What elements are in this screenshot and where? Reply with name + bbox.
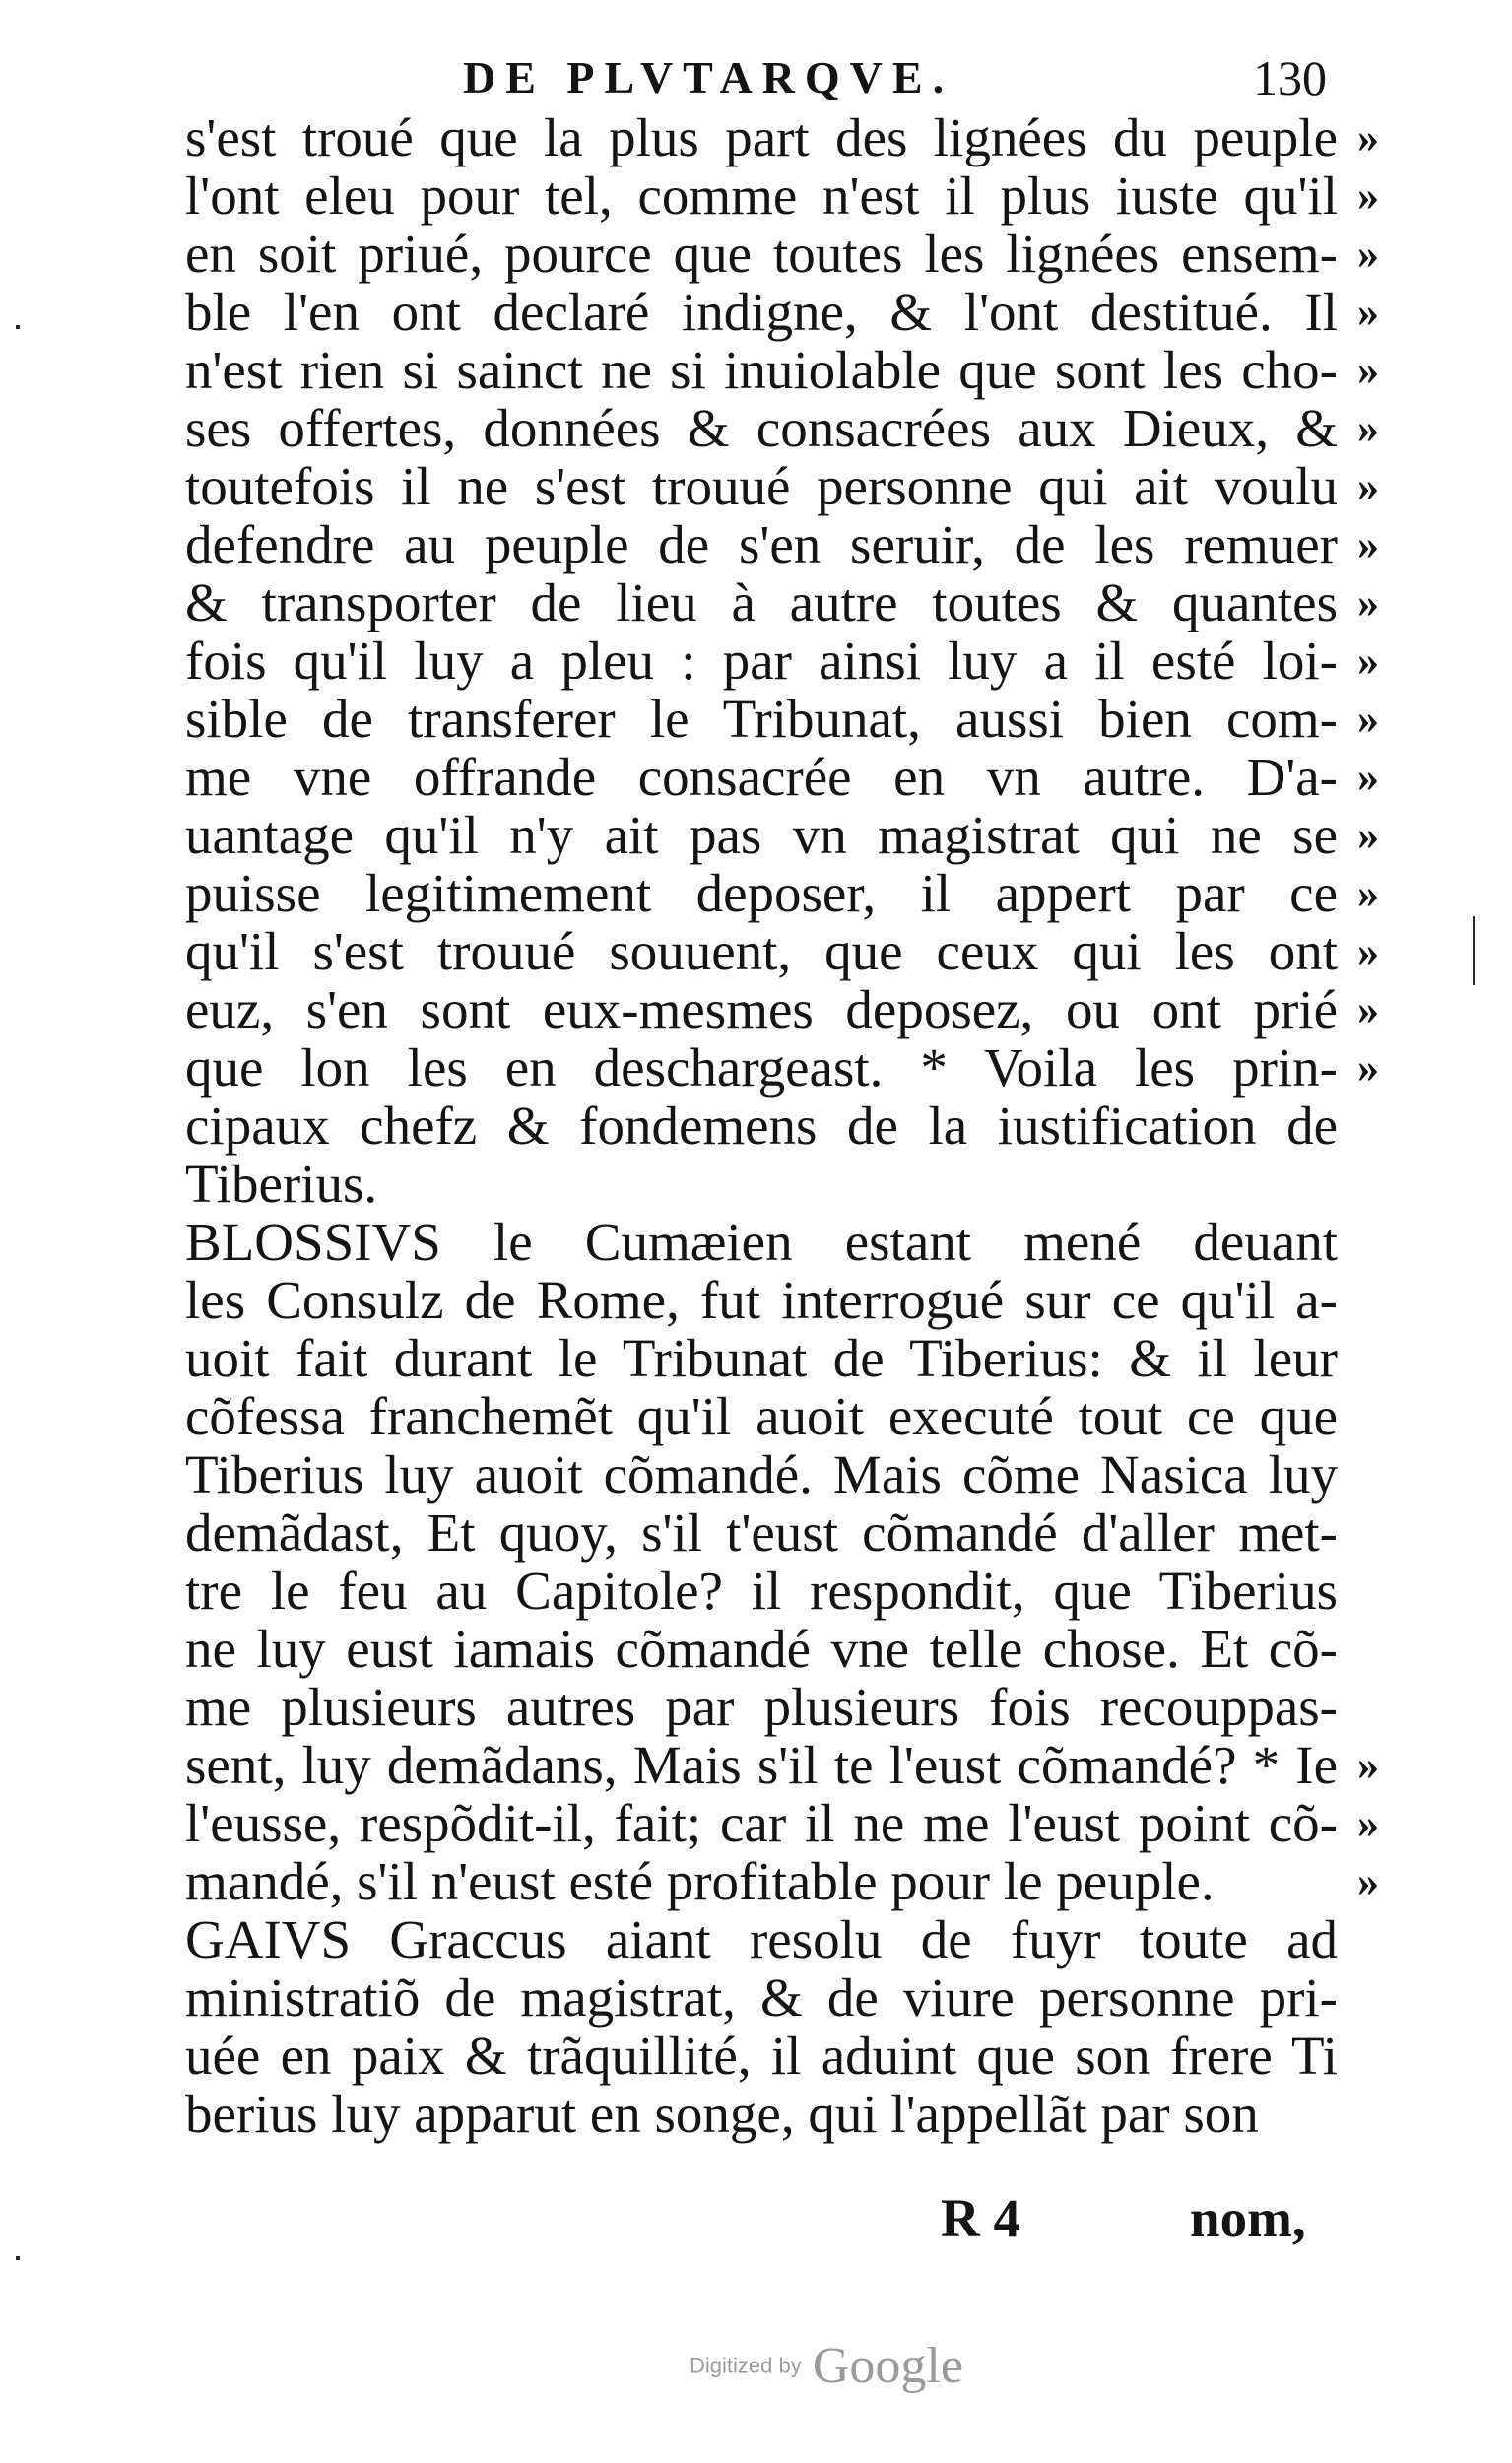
margin-quote-mark	[1357, 1097, 1416, 1155]
margin-quote-mark	[1357, 1503, 1416, 1562]
margin-quote-mark: »	[1357, 869, 1379, 917]
text-line: les Consulz de Rome, fut interrogué sur ce qu'il a-	[185, 1270, 1338, 1330]
margin-quote-mark: »	[1357, 230, 1379, 278]
text-line: cipaux chefz & fondemens de la iustification de	[185, 1096, 1338, 1156]
text-line: l'eusse, respõdit-il, fait; car il ne me l'eust point cõ-	[185, 1793, 1338, 1853]
margin-quote-mark	[1357, 1620, 1416, 1678]
margin-quote-mark: »	[1357, 288, 1379, 336]
text-line: & transporter de lieu à autre toutes & quantes	[185, 572, 1338, 632]
margin-quote-mark	[1357, 1678, 1416, 1736]
text-line: ne luy eust iamais cõmandé vne telle chose. Et cõ-	[185, 1619, 1338, 1679]
text-line: mandé, s'il n'eust esté profitable pour le peuple.	[185, 1851, 1215, 1911]
text-line: ministratiõ de magistrat, & de viure personne pri-	[185, 1967, 1338, 2028]
text-line: n'est rien si sainct ne si inuiolable que sont les cho-	[185, 340, 1338, 400]
text-line: en soit priué, pource que toutes les lignées ensem-	[185, 224, 1338, 284]
text-line: qu'il s'est trouué souuent, que ceux qui les ont	[185, 921, 1338, 981]
margin-quote-mark: »	[1357, 1043, 1379, 1092]
text-line: GAIVS Graccus aiant resolu de fuyr toute ad	[185, 1909, 1338, 1969]
text-line: sent, luy demãdans, Mais s'il te l'eust cõmandé? * Ie	[185, 1735, 1338, 1795]
margin-quote-mark: »	[1357, 927, 1379, 975]
catchword: nom,	[1190, 2188, 1306, 2248]
margin-quote-mark	[1357, 1271, 1416, 1329]
signature-mark: R 4	[941, 2188, 1020, 2248]
margin-quote-mark	[1357, 1213, 1416, 1271]
text-line: sible de transferer le Tribunat, aussi bien com-	[185, 689, 1338, 749]
body-text	[185, 108, 1338, 2143]
text-line: BLOSSIVS le Cumæien estant mené deuant	[185, 1212, 1338, 1272]
margin-quote-mark	[1357, 1445, 1416, 1503]
margin-quote-mark: »	[1357, 520, 1379, 568]
text-line: euz, s'en sont eux-mesmes deposez, ou ont prié	[185, 979, 1338, 1039]
text-line: me plusieurs autres par plusieurs fois recouppas-	[185, 1677, 1338, 1737]
text-line: cõfessa franchemẽt qu'il auoit executé tout ce que	[185, 1386, 1338, 1446]
text-line: ble l'en ont declaré indigne, & l'ont destitué. Il	[185, 282, 1338, 342]
text-line: uantage qu'il n'y ait pas vn magistrat qui ne se	[185, 805, 1338, 865]
margin-quote-mark: »	[1357, 753, 1379, 801]
margin-quote-mark: »	[1357, 1799, 1379, 1847]
digitization-watermark	[690, 2337, 963, 2395]
margin-stroke	[1473, 916, 1475, 985]
margin-quote-mark: »	[1357, 171, 1379, 220]
margin-quote-mark	[1357, 1155, 1416, 1213]
margin-quote-mark: »	[1357, 695, 1379, 743]
text-line: demãdast, Et quoy, s'il t'eust cõmandé d'aller met-	[185, 1502, 1338, 1563]
margin-quote-mark: »	[1357, 346, 1379, 394]
margin-quote-mark: »	[1357, 1741, 1379, 1789]
margin-quote-mark: »	[1357, 985, 1379, 1033]
google-logo: Google	[812, 2338, 963, 2394]
watermark-prefix: Digitized by	[690, 2353, 802, 2378]
text-line: que lon les en deschargeast. * Voila les prin-	[185, 1037, 1338, 1098]
running-title: DE PLVTARQVE.	[463, 52, 954, 102]
margin-quote-mark: »	[1357, 578, 1379, 627]
text-line: fois qu'il luy a pleu : par ainsi luy a il esté loi-	[185, 631, 1338, 691]
text-line: Tiberius.	[185, 1154, 378, 1214]
text-line: l'ont eleu pour tel, comme n'est il plus iuste qu'il	[185, 166, 1338, 226]
text-line: toutefois il ne s'est trouué personne qui ait voulu	[185, 456, 1338, 516]
margin-dot	[16, 2256, 20, 2260]
text-line: berius luy apparut en songe, qui l'appellãt par son	[185, 2084, 1259, 2144]
margin-quote-mark	[1357, 1329, 1416, 1387]
margin-quote-mark: »	[1357, 636, 1379, 685]
page-number: 130	[1253, 50, 1327, 105]
text-line: tre le feu au Capitole? il respondit, que Tiberius	[185, 1561, 1338, 1621]
text-line: uoit fait durant le Tribunat de Tiberius: & il leur	[185, 1328, 1338, 1388]
margin-dot	[16, 325, 20, 329]
text-line: me vne offrande consacrée en vn autre. D'a-	[185, 747, 1338, 807]
margin-quote-mark: »	[1357, 462, 1379, 510]
margin-quote-mark	[1357, 1387, 1416, 1445]
margin-quote-mark: »	[1357, 113, 1379, 162]
margin-quote-mark	[1357, 1562, 1416, 1620]
margin-quotation-marks	[1357, 108, 1416, 1910]
text-line: ses offertes, données & consacrées aux Dieux, &	[185, 398, 1338, 458]
text-line: puisse legitimement deposer, il appert par ce	[185, 863, 1338, 923]
text-line: defendre au peuple de s'en seruir, de les remuer	[185, 514, 1338, 574]
text-line: Tiberius luy auoit cõmandé. Mais cõme Nasica luy	[185, 1444, 1338, 1504]
margin-quote-mark: »	[1357, 404, 1379, 452]
text-line: s'est troué que la plus part des lignées du peuple	[185, 107, 1338, 167]
margin-quote-mark: »	[1357, 1857, 1379, 1905]
margin-quote-mark: »	[1357, 811, 1379, 859]
text-line: uée en paix & trãquillité, il aduint que son frere Ti	[185, 2026, 1338, 2086]
